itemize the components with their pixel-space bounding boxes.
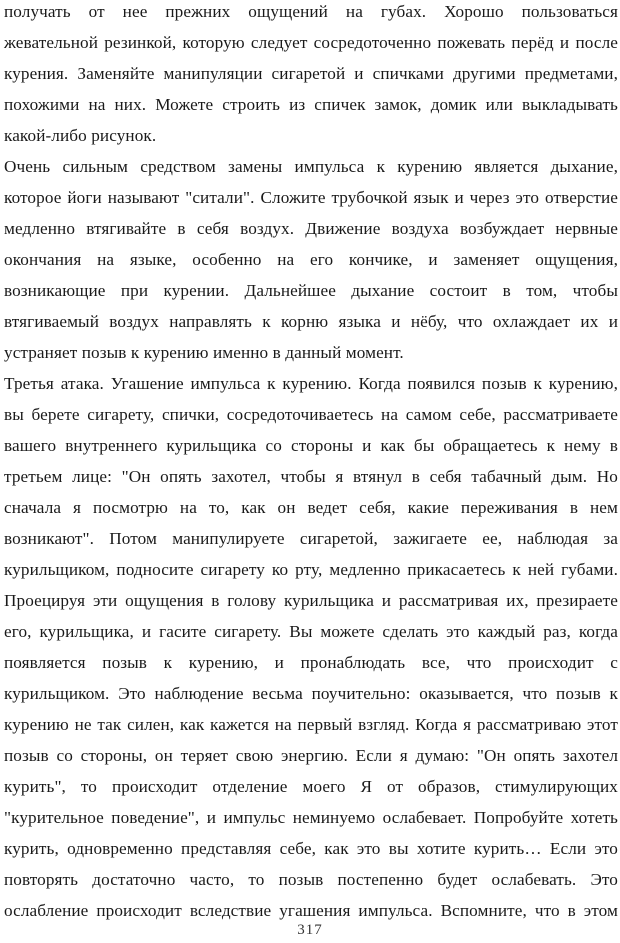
- text-line: появляется позыв к курению, и пронаблюдать все, что происходит с: [4, 653, 618, 672]
- text-line: сначала я посмотрю на то, как он ведет себя, какие переживания в нем: [4, 498, 618, 517]
- text-line: Третья атака. Угашение импульса к курению. Когда появился позыв к курению,: [4, 374, 618, 393]
- text-line: третьем лице: "Он опять захотел, чтобы я втянул в себя табачный дым. Но: [4, 467, 618, 486]
- text-line: курить", то происходит отделение моего Я от образов, стимулирующих: [4, 777, 618, 796]
- text-line: похожими на них. Можете строить из спичек замок, домик или выкладывать: [4, 95, 618, 114]
- page-number: 317: [297, 922, 323, 938]
- text-line: Очень сильным средством замены импульса к курению является дыхание,: [4, 157, 618, 176]
- text-line: возникающие при курении. Дальнейшее дыхание состоит в том, чтобы: [4, 281, 618, 300]
- text-line: окончания на языке, особенно на его кончике, и заменяет ощущения,: [4, 250, 618, 269]
- text-line: "курительное поведение", и импульс неминуемо ослабевает. Попробуйте хотеть: [4, 808, 618, 827]
- text-line: Проецируя эти ощущения в голову курильщика и рассматривая их, презираете: [4, 591, 618, 610]
- text-line: жевательной резинкой, которую следует сосредоточенно пожевать перёд и после: [4, 33, 618, 52]
- text-line: возникают". Потом манипулируете сигаретой, зажигаете ее, наблюдая за: [4, 529, 618, 548]
- text-line: курильщиком. Это наблюдение весьма поучительно: оказывается, что позыв к: [4, 684, 618, 703]
- text-line: его, курильщика, и гасите сигарету. Вы можете сделать это каждый раз, когда: [4, 622, 618, 641]
- text-line: какой-либо рисунок.: [4, 126, 157, 145]
- text-line: получать от нее прежних ощущений на губах. Хорошо пользоваться: [4, 2, 618, 21]
- text-line: устраняет позыв к курению именно в данный момент.: [4, 343, 404, 362]
- text-line: курильщиком, подносите сигарету ко рту, медленно прикасаетесь к ней губами.: [4, 560, 618, 579]
- text-line: позыв со стороны, он теряет свою энергию. Если я думаю: "Он опять захотел: [4, 746, 618, 765]
- text-line: втягиваемый воздух направлять к корню языка и нёбу, что охлаждает их и: [4, 312, 618, 331]
- text-line: вы берете сигарету, спички, сосредоточиваетесь на самом себе, рассматриваете: [4, 405, 618, 424]
- text-line: повторять достаточно часто, то позыв постепенно будет ослабевать. Это: [4, 870, 618, 889]
- text-line: вашего внутреннего курильщика со стороны и как бы обращаетесь к нему в: [4, 436, 618, 455]
- text-line: которое йоги называют "ситали". Сложите трубочкой язык и через это отверстие: [4, 188, 618, 207]
- text-line: ослабление происходит вследствие угашения импульса. Вспомните, что в этом: [4, 901, 618, 920]
- text-line: курить, одновременно представляя себе, как это вы хотите курить… Если это: [4, 839, 618, 858]
- text-line: курению не так силен, как кажется на первый взгляд. Когда я рассматриваю этот: [4, 715, 618, 734]
- text-line: курения. Заменяйте манипуляции сигаретой и спичками другими предметами,: [4, 64, 618, 83]
- text-line: медленно втягивайте в себя воздух. Движение воздуха возбуждает нервные: [4, 219, 618, 238]
